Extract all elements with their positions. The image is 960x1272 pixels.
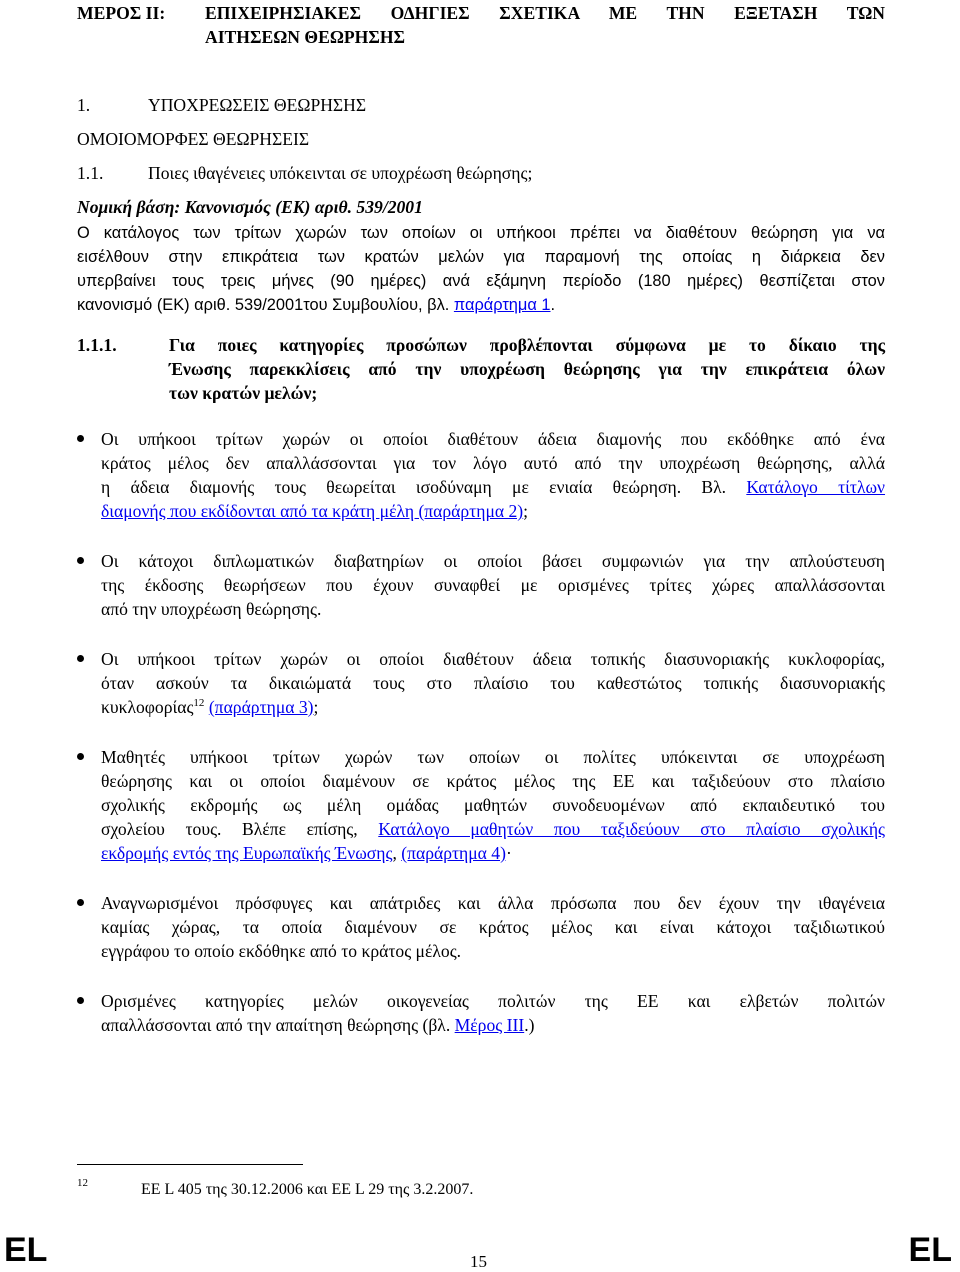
footer-language-left: EL	[4, 1231, 48, 1269]
part-title-line-1: ΕΠΙΧΕΙΡΗΣΙΑΚΕΣ ΟΔΗΓΙΕΣ ΣΧΕΤΙΚΑ ΜΕ ΤΗΝ ΕΞΕΤΑΣΗ ΤΩΝ	[205, 3, 885, 23]
section-1-title: ΥΠΟΧΡΕΩΣΕΙΣ ΘΕΩΡΗΣΗΣ	[148, 95, 367, 115]
bullet-3-line-3	[101, 696, 318, 718]
section-1-1-1-title-line-2: Ένωσης παρεκκλίσεις από την υποχρέωση θεώρησης για την επικράτεια όλων	[169, 359, 885, 379]
school-trip-pupils-list-link-cont[interactable]: εκδρομής εντός της Ευρωπαϊκής Ένωσης	[101, 843, 393, 863]
annex-3-link[interactable]: (παράρτημα 3)	[208, 697, 314, 717]
footnote-ref-12[interactable]: 12	[193, 697, 205, 709]
bullet-1-line-3-text: η άδεια διαμονής τους θεωρείται ισοδύναμη με ενιαία θεώρηση. Βλ.	[101, 477, 747, 497]
footnote-number: 12	[77, 1177, 88, 1189]
bullet-2-line-1: Οι κάτοχοι διπλωματικών διαβατηρίων οι οποίοι βάσει συμφωνιών για την απλούστευση	[101, 551, 885, 571]
part-label: ΜΕΡΟΣ ΙΙ:	[77, 3, 166, 23]
bullet-4-line-4	[101, 818, 885, 840]
bullet-1-marker	[77, 435, 84, 442]
bullet-2-line-2: της έκδοσης θεωρήσεων που έχουν συναφθεί με ορισμένες τρίτες χώρες απαλλάσσονται	[101, 575, 885, 595]
school-trip-pupils-list-link[interactable]: Κατάλογο μαθητών που ταξιδεύουν στο πλαίσιο σχολικής	[378, 819, 885, 839]
section-1-number: 1.	[77, 95, 91, 115]
intro-line-4-text: κανονισμό (ΕΚ) αριθ. 539/2001του Συμβουλίου, βλ.	[77, 296, 454, 314]
bullet-5-line-1: Αναγνωρισμένοι πρόσφυγες και απάτριδες και άλλα πρόσωπα που δεν έχουν την ιθαγένεια	[101, 893, 885, 913]
footnote-separator	[77, 1164, 303, 1165]
residence-permits-list-link[interactable]: Κατάλογο τίτλων	[746, 477, 886, 497]
bullet-3-line-3-end: ;	[313, 697, 319, 717]
bullet-5-line-2: καμίας χώρας, τα οποία διαμένουν σε κράτος μέλος και είναι κάτοχοι ταξιδιωτικού	[101, 917, 885, 937]
bullet-4-line-1: Μαθητές υπήκοοι τρίτων χωρών των οποίων οι πολίτες υπόκεινται σε υποχρέωση	[101, 747, 885, 767]
legal-basis: Νομική βάση: Κανονισμός (ΕΚ) αριθ. 539/2001	[77, 197, 423, 217]
bullet-1-line-4	[101, 500, 528, 522]
bullet-6-line-2	[101, 1014, 534, 1036]
bullet-6-marker	[77, 997, 84, 1004]
section-1-1-1-number: 1.1.1.	[77, 335, 117, 355]
section-1-1-title: Ποιες ιθαγένειες υπόκεινται σε υποχρέωση θεώρησης;	[148, 163, 533, 183]
annex-2-link[interactable]: διαμονής που εκδίδονται από τα κράτη μέλη (παράρτημα 2)	[101, 501, 524, 521]
subheading: ΟΜΟΙΟΜΟΡΦΕΣ ΘΕΩΡΗΣΕΙΣ	[77, 129, 310, 149]
bullet-2-marker	[77, 557, 84, 564]
bullet-4-line-5-sep: ,	[392, 843, 402, 863]
bullet-4-line-3: σχολικής εκδρομής ως μέλη ομάδας μαθητών συνοδευομένων από εκπαιδευτικό του	[101, 795, 885, 815]
bullet-2-line-3: από την υποχρέωση θεώρησης.	[101, 599, 322, 619]
bullet-5-marker	[77, 899, 84, 906]
bullet-1-line-3	[101, 476, 885, 498]
annex-1-link[interactable]: παράρτημα 1	[453, 296, 551, 314]
intro-line-3: υπερβαίνει τους τρεις μήνες (90 ημέρες) ανά εξάμηνη περίοδο (180 ημέρες) θεσπίζεται στον	[77, 272, 885, 290]
bullet-1-line-2: κράτος μέλος δεν απαλλάσσονται για τον λόγο αυτό από την υποχρέωση θεώρησης, αλλά	[101, 453, 885, 473]
bullet-3-line-3-text: κυκλοφορίας	[101, 697, 194, 717]
intro-line-1: Ο κατάλογος των τρίτων χωρών των οποίων οι υπήκοοι πρέπει να διαθέτουν θεώρηση για να	[77, 224, 885, 242]
bullet-4-line-2: θεώρησης και οι οποίοι διαμένουν σε κράτος μέλος της ΕΕ και ταξιδεύουν στο πλαίσιο	[101, 771, 885, 791]
bullet-1-line-1: Οι υπήκοοι τρίτων χωρών οι οποίοι διαθέτουν άδεια διαμονής που εκδόθηκε από ένα	[101, 429, 885, 449]
footer-language-right: EL	[908, 1231, 952, 1269]
bullet-6-line-2-text: απαλλάσσονται από την απαίτηση θεώρησης (βλ.	[101, 1015, 455, 1035]
section-1-1-1-title-line-3: των κρατών μελών;	[169, 383, 318, 403]
bullet-3-line-1: Οι υπήκοοι τρίτων χωρών οι οποίοι διαθέτουν άδεια τοπικής διασυνοριακής κυκλοφορίας,	[101, 649, 885, 669]
bullet-4-line-5-end: ·	[505, 843, 512, 863]
bullet-1-line-4-end: ;	[523, 501, 529, 521]
bullet-5-line-3: εγγράφου το οποίο εκδόθηκε από το κράτος μέλος.	[101, 941, 462, 961]
bullet-4-marker	[77, 753, 84, 760]
intro-line-4-end: .	[550, 296, 556, 314]
footnote-text: EE L 405 της 30.12.2006 και ΕΕ L 29 της 3.2.2007.	[141, 1181, 474, 1198]
bullet-6-line-2-end: .)	[524, 1015, 535, 1035]
bullet-4-line-4-text: σχολείου τους. Βλέπε επίσης,	[101, 819, 379, 839]
bullet-4-line-5	[101, 842, 512, 864]
part-iii-link[interactable]: Μέρος ΙΙΙ	[454, 1015, 525, 1035]
bullet-3-marker	[77, 655, 84, 662]
part-title-line-2: ΑΙΤΗΣΕΩΝ ΘΕΩΡΗΣΗΣ	[205, 27, 406, 47]
intro-line-4	[77, 294, 555, 316]
bullet-3-line-2: όταν ασκούν τα δικαιώματά τους στο πλαίσιο του καθεστώτος τοπικής διασυνοριακής	[101, 673, 885, 693]
section-1-1-number: 1.1.	[77, 163, 104, 183]
page-number: 15	[470, 1252, 487, 1271]
annex-4-link[interactable]: (παράρτημα 4)	[401, 843, 506, 863]
bullet-6-line-1: Ορισμένες κατηγορίες μελών οικογενείας πολιτών της ΕΕ και ελβετών πολιτών	[101, 991, 885, 1011]
section-1-1-1-title-line-1: Για ποιες κατηγορίες προσώπων προβλέπονται σύμφωνα με το δίκαιο της	[169, 335, 885, 355]
intro-line-2: εισέλθουν στην επικράτεια των κρατών μελών για παραμονή της οποίας η διάρκεια δεν	[77, 248, 885, 266]
